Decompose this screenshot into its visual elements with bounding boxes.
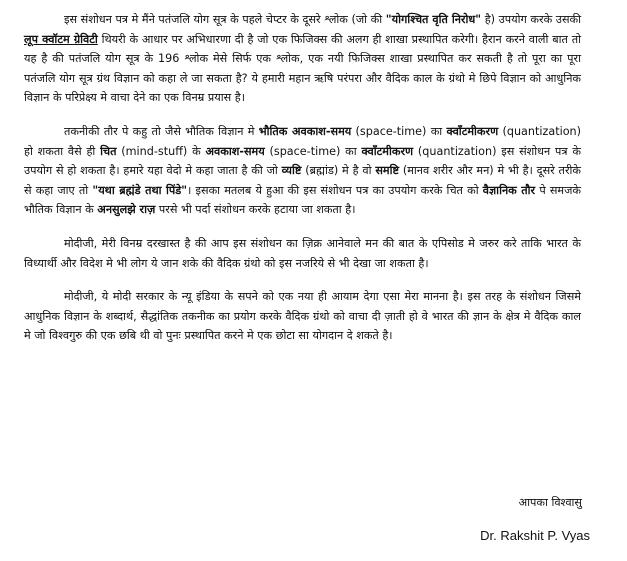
text-span: (ब्रह्मांड) मे है वो [301,164,376,178]
bold-term: भौतिक अवकाश-समय [258,124,352,138]
bold-term: अनसुलझे राज़ [97,203,156,217]
bold-term: अवकाश-समय [205,144,265,158]
bold-term: लूप क्वॉटम ग्रेविटी [24,32,98,46]
text-span: इस संशोधन पत्र मे मैंने पतंजलि योग सूत्र के पहले चेप्टर के दूसरे श्लोक (जो की [64,13,386,26]
paragraph-2 [24,122,581,220]
text-span: (mind-stuff) के [116,144,206,158]
bold-term: व्यष्टि [281,164,302,178]
bold-term: "योगश्चित वृति निरोध" [385,13,482,26]
signature-name: Dr. Rakshit P. Vyas [480,528,590,543]
bold-term: चित [100,144,117,158]
bold-term: वैज्ञानिक तौर [482,183,536,197]
text-span: थियरी के आधार पर अभिधारणा दी है जो एक फिजिक्स की अलग ही शाखा प्रस्थापित करेगी। हैरान करने वाली बात तो यह है की पतंजलि योग सूत्र के 196 श्लोक मेसे सिर्फ एक श्लोक, एक नयी फिजिक्स शाखा प्रस्थापित कर सकती है तो पूरा का पूरा पतंजलि योग सूत्र ग्रंथ विज्ञान को कहा ले जा सकता है? ये हमारी महान ऋषि परंपरा और वैदिक काल के ग्रंथो मे छिपे विज्ञान को आधुनिक विज्ञान के परिप्रेक्ष्य मे वाचा देने का एक विनम्र प्रयास है। [24,32,581,105]
bold-term: क्वॉंटमीकरण [361,144,414,158]
paragraph-3: मोदीजी, मेरी विनम्र दरखास्त है की आप इस संशोधन का ज़िक्र आनेवाले मन की बात के एपिसोड मे जरुर करे ताकि भारत के विध्यार्थी और विदेश मे भी लोग ये जान शके की वैदिक ग्रंथो को इस नजरिये से भी देखा जा शकता है। [24,236,581,270]
text-span: (space-time) का [351,124,447,138]
closing-salutation: आपका विश्वासु [518,496,582,509]
text-span: (quantization) हो शकता वैसे ही [24,124,581,158]
paragraph-1 [24,10,581,108]
text-span: तकनीकी तौर पे कहु तो जैसे भौतिक विज्ञान मे [64,124,259,138]
text-span: (मानव शरीर और मन) मे भी है। दूसरे तरीके से कहा जाए तो [24,164,582,197]
text-span: है) उपयोग करके उसकी [481,13,581,26]
text-span: परसे भी पर्दा संशोधन करके हटाया जा शकता है। [155,203,356,217]
text-span: । इसका मतलब ये हुआ की इस संशोधन पत्र का उपयोग करके चित को [187,183,483,197]
text-span: (space-time) का [264,144,362,158]
bold-term: समष्टि [375,164,399,178]
text-span: पे समजके भौतिक विज्ञान के [24,183,581,217]
text-span: (quantization) इस संशोधन पत्र के उपयोग से हो शकता है। हमारे यहा वेदो मे कहा जाता है की जो [24,144,581,178]
bold-term: "यथा ब्रह्मंडे तथा पिंडे" [92,183,188,197]
paragraph-4: मोदीजी, ये मोदी सरकार के न्यू इंडिया के सपने को एक नया ही आयाम देगा एसा मेरा मानना है। इस तरह के संशोधन जिसमे आधुनिक विज्ञान के शब्दार्थ, सैद्धांतिक तकनीक का प्रयोग करके वैदिक ग्रंथो को वाचा दी ज़ाती हो वे भारत की ज्ञान के क्षेत्र मे वैदिक काल मे जो विश्वगुरु की एक छबि थी वो पुनः प्रस्थापित करने मे एक छोटा सा योगदान दे शकते है। [24,290,581,343]
bold-term: क्वॉंटमीकरण [446,124,499,138]
